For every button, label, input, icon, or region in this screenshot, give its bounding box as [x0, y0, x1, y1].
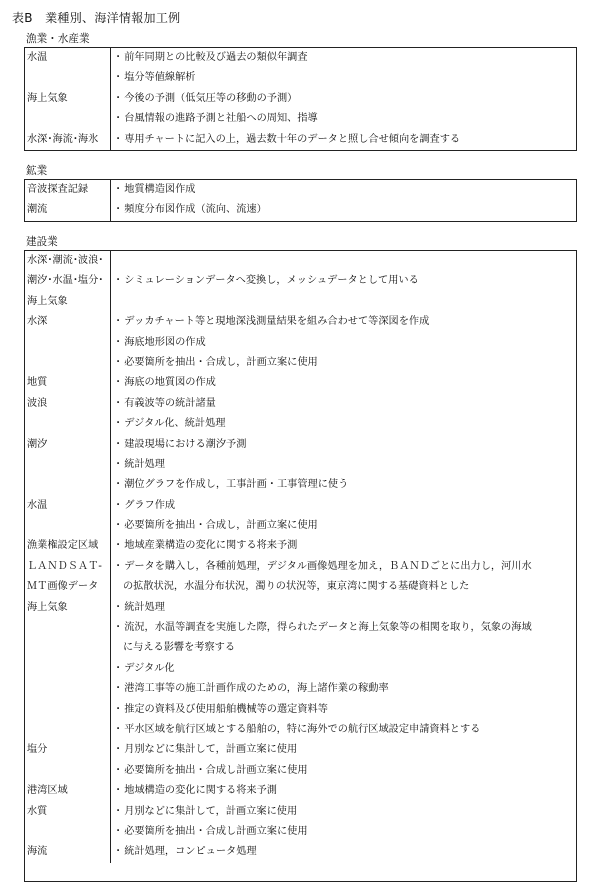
table-row: [25, 48, 576, 68]
row-content: ・ 必要箇所を抽出・合成し計画立案に使用: [111, 822, 576, 842]
row-label: [25, 68, 111, 88]
row-label: [25, 414, 111, 434]
table-row: [25, 700, 576, 720]
row-content: ・ デジタル化、統計処理: [111, 414, 576, 434]
table-row: [25, 618, 576, 659]
table-row: [25, 842, 576, 862]
table-row: [25, 822, 576, 842]
row-content: ・ データを購入し，各種前処理，デジタル画像処理を加え，ＢＡＮＤごとに出力し，河川水 の拡散状況，水温分布状況，濁りの状況等，東京湾に関する基礎資料とした: [111, 557, 576, 598]
row-content: ・ 必要箇所を抽出・合成し，計画立案に使用: [111, 516, 576, 536]
row-label: [25, 455, 111, 475]
row-label: [25, 333, 111, 353]
row-content: ・ 統計処理，コンピュータ処理: [111, 842, 576, 862]
row-label: 波浪: [25, 394, 111, 414]
row-label: 海上気象: [25, 89, 111, 109]
table-row: [25, 394, 576, 414]
row-content: ・ 統計処理: [111, 455, 576, 475]
row-label: [25, 475, 111, 495]
row-label: [25, 822, 111, 842]
row-label: 音波探査記録: [25, 180, 111, 200]
row-content: ・ 地質構造図作成: [111, 180, 576, 200]
table-row: [25, 373, 576, 393]
table-row: [25, 761, 576, 781]
table-row: [25, 180, 576, 200]
row-content: ・ 月別などに集計して，計画立案に使用: [111, 740, 576, 760]
row-content: ・ 建設現場における潮汐予測: [111, 435, 576, 455]
row-label: 水質: [25, 802, 111, 822]
table-construction: [24, 250, 577, 882]
section-heading-fishery: 漁業・水産業: [26, 33, 90, 45]
row-label: 水深: [25, 312, 111, 332]
table-row: [25, 781, 576, 801]
row-label: 地質: [25, 373, 111, 393]
row-content: ・ デジタル化: [111, 659, 576, 679]
row-content: ・ 潮位グラフを作成し，工事計画・工事管理に使う: [111, 475, 576, 495]
row-label: [25, 659, 111, 679]
row-label: 海流: [25, 842, 111, 862]
table-row: [25, 109, 576, 129]
row-content: ・ 前年同期との比較及び過去の類似年調査: [111, 48, 576, 68]
row-content: ・ 地域産業構造の変化に関する将来予測: [111, 536, 576, 556]
table-mining: [24, 179, 577, 222]
table-row: [25, 720, 576, 740]
row-label: [25, 618, 111, 659]
table-row: [25, 659, 576, 679]
table-row: [25, 68, 576, 88]
row-label: [25, 720, 111, 740]
page-title: 表B 業種別、海洋情報加工例: [12, 11, 181, 25]
section-heading-construction: 建設業: [26, 236, 58, 248]
section-heading-mining: 鉱業: [26, 165, 48, 177]
table-row: [25, 130, 576, 150]
row-content: ・ 頻度分布図作成（流向、流速）: [111, 200, 576, 220]
table-row: [25, 353, 576, 373]
table-row: [25, 312, 576, 332]
row-content: ・ 地域構造の変化に関する将来予測: [111, 781, 576, 801]
row-content: ・ 今後の予測（低気圧等の移動の予測）: [111, 89, 576, 109]
table-row: [25, 516, 576, 536]
table-row: [25, 414, 576, 434]
table-row: [25, 598, 576, 618]
table-row: [25, 740, 576, 760]
row-label: [25, 679, 111, 699]
table-row: [25, 679, 576, 699]
row-content: ・ 海底地形図の作成: [111, 333, 576, 353]
table-row: [25, 802, 576, 822]
table-row: [25, 251, 576, 312]
table-row: [25, 200, 576, 220]
table-row: [25, 435, 576, 455]
row-content: ・ 台風情報の進路予測と社船への周知、指導: [111, 109, 576, 129]
table-row: [25, 475, 576, 495]
row-content: ・ 有義波等の統計諸量: [111, 394, 576, 414]
table-row: [25, 89, 576, 109]
row-label: [25, 353, 111, 373]
row-label: 潮流: [25, 200, 111, 220]
row-label: 塩分: [25, 740, 111, 760]
table-row: [25, 557, 576, 598]
row-label: 海上気象: [25, 598, 111, 618]
row-content: ・ 必要箇所を抽出・合成し，計画立案に使用: [111, 353, 576, 373]
row-label: 潮汐: [25, 435, 111, 455]
row-label: 水深･海流･海氷: [25, 130, 111, 150]
table-row: [25, 496, 576, 516]
row-content: ・ デッカチャート等と現地深浅測量結果を組み合わせて等深図を作成: [111, 312, 576, 332]
row-label: 漁業権設定区域: [25, 536, 111, 556]
table-row: [25, 536, 576, 556]
row-label: 水深･潮流･波浪･ 潮汐･水温･塩分･ 海上気象: [25, 251, 111, 312]
row-content: ・ 専用チャートに記入の上，過去数十年のデータと照し合せ傾向を調査する: [111, 130, 576, 150]
row-content: ・ 推定の資料及び使用船舶機械等の選定資料等: [111, 700, 576, 720]
table-fishery: [24, 47, 577, 151]
row-content: ・ グラフ作成: [111, 496, 576, 516]
row-content: ・ 月別などに集計して，計画立案に使用: [111, 802, 576, 822]
row-content: ・ 流況，水温等調査を実施した際，得られたデータと海上気象等の相関を取り，気象の海域 に与える影響を考察する: [111, 618, 576, 659]
row-label: 港湾区域: [25, 781, 111, 801]
row-label: [25, 109, 111, 129]
row-label: 水温: [25, 48, 111, 68]
table-row: [25, 455, 576, 475]
row-label: [25, 700, 111, 720]
row-label: [25, 761, 111, 781]
row-content: ・ 必要箇所を抽出・合成し計画立案に使用: [111, 761, 576, 781]
row-label: 水温: [25, 496, 111, 516]
row-content: ・ 海底の地質図の作成: [111, 373, 576, 393]
table-row: [25, 333, 576, 353]
row-content: ・ 平水区域を航行区域とする船舶の，特に海外での航行区域設定申請資料とする: [111, 720, 576, 740]
row-content: ・ 港湾工事等の施工計画作成のための，海上諸作業の稼動率: [111, 679, 576, 699]
row-content: ・ シミュレーションデータへ変換し，メッシュデータとして用いる: [111, 251, 576, 312]
row-content: ・ 塩分等値線解析: [111, 68, 576, 88]
row-label: ＬＡＮＤＳＡＴ- ＭＴ画像データ: [25, 557, 111, 598]
row-label: [25, 516, 111, 536]
row-content: ・ 統計処理: [111, 598, 576, 618]
